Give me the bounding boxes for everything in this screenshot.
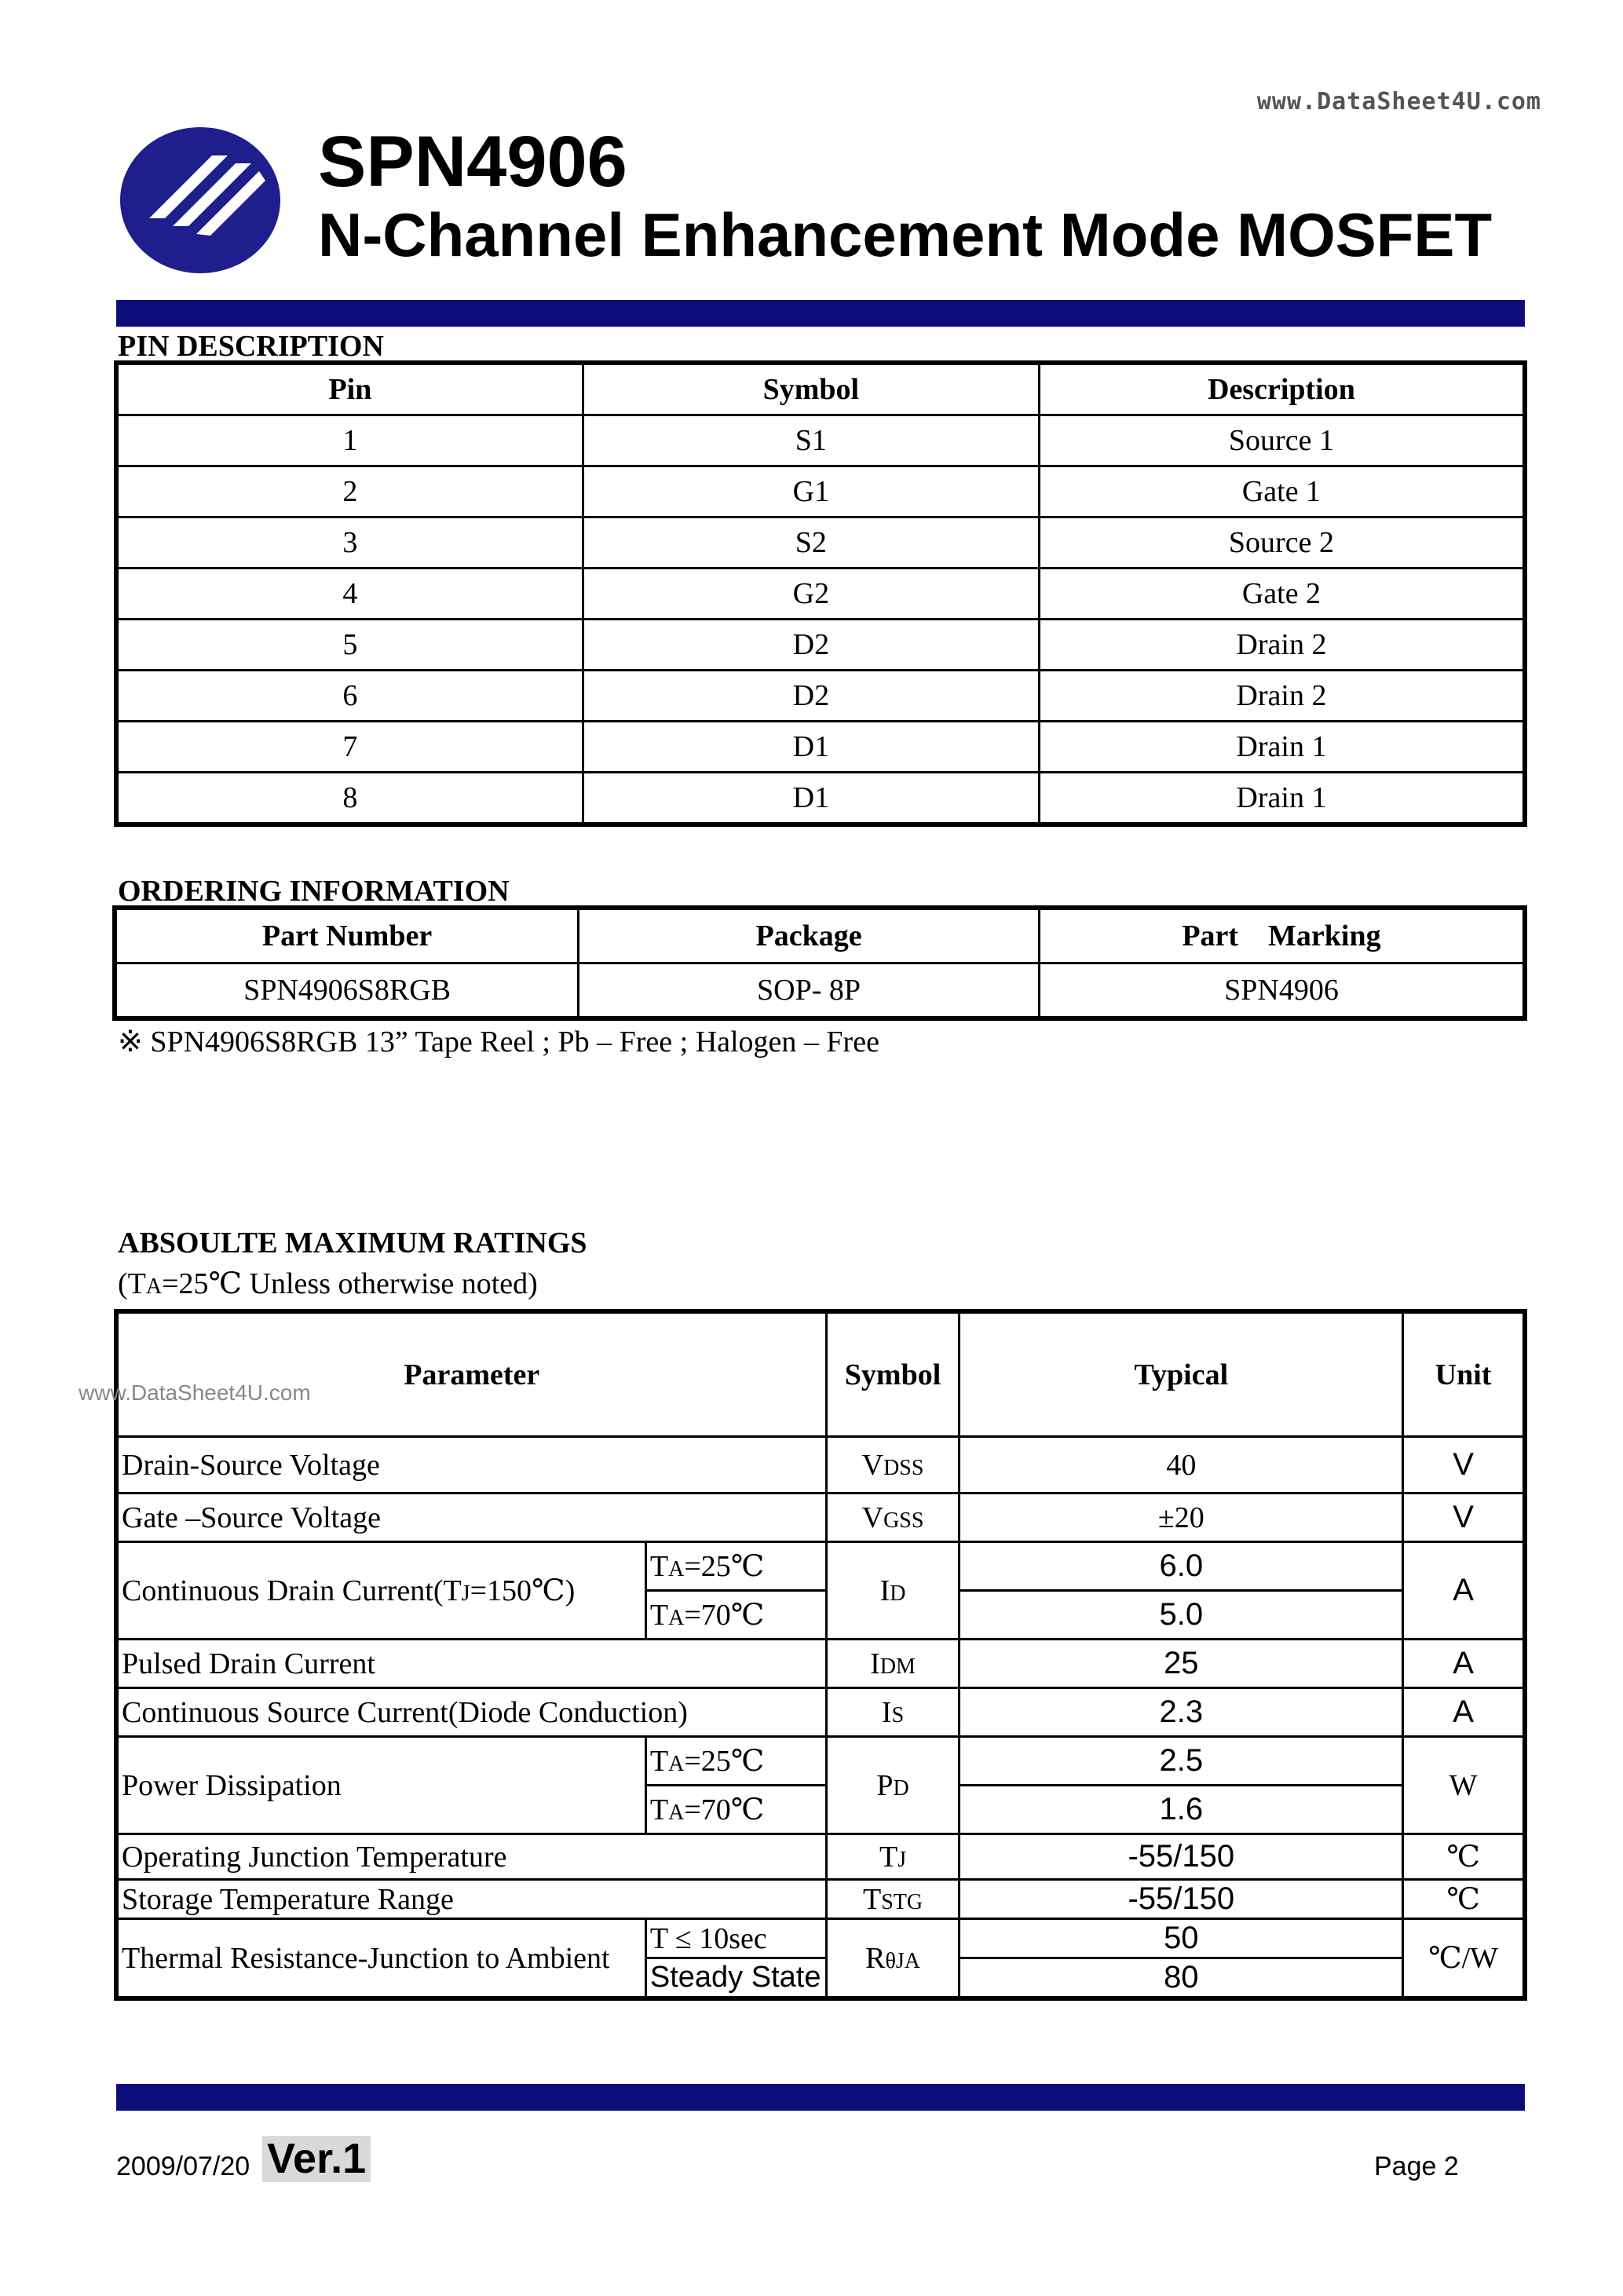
cond-sub: A [668, 1557, 685, 1581]
column-header: Part Marking [1039, 909, 1523, 963]
unit-cell: ℃ [1403, 1880, 1524, 1919]
watermark: www.DataSheet4U.com [79, 1380, 311, 1405]
symbol-cell [826, 1737, 960, 1834]
value-cell: 2.3 [960, 1688, 1403, 1737]
pin-description-table [116, 363, 1525, 824]
symbol-text: I [870, 1647, 880, 1680]
condition-cell: Steady State [645, 1958, 826, 1998]
param-text: Continuous Drain Current(T [122, 1574, 462, 1607]
column-header: Parameter [118, 1313, 827, 1437]
unit-cell: W [1403, 1737, 1524, 1834]
cond-sub: A [668, 1752, 685, 1776]
symbol-sub: D [890, 1581, 906, 1606]
value-cell: 40 [960, 1437, 1403, 1493]
value-cell: 80 [960, 1958, 1403, 1998]
table-row [118, 415, 1524, 466]
param-cell: Power Dissipation [118, 1737, 646, 1834]
table-cell: 6 [118, 671, 583, 722]
table-row [118, 1919, 1524, 1958]
header-divider [116, 300, 1525, 327]
column-header: Typical [960, 1313, 1403, 1437]
value-cell: 5.0 [960, 1591, 1403, 1640]
cond-text: =70℃ [684, 1793, 765, 1826]
part-title: SPN4906 [318, 122, 627, 202]
column-header: Pin [118, 364, 583, 415]
unit-cell: V [1403, 1493, 1524, 1542]
table-row [118, 1437, 1524, 1493]
symbol-cell [826, 1493, 960, 1542]
table-cell: 5 [118, 620, 583, 671]
table-row [118, 517, 1524, 569]
symbol-text: I [881, 1695, 892, 1729]
param-cell: Storage Temperature Range [118, 1880, 827, 1919]
table-cell: 2 [118, 466, 583, 517]
param-cell: Drain-Source Voltage [118, 1437, 827, 1493]
symbol-sub: S [891, 1702, 905, 1727]
param-cell [118, 1542, 646, 1640]
table-row [118, 1688, 1524, 1737]
value-cell: ±20 [960, 1493, 1403, 1542]
symbol-cell [826, 1688, 960, 1737]
table-cell: Drain 2 [1039, 620, 1523, 671]
table-cell: Drain 1 [1039, 722, 1523, 773]
ordering-title: ORDERING INFORMATION [118, 875, 510, 908]
cond-text: T [649, 1745, 669, 1778]
table-row [118, 1493, 1524, 1542]
table-row [118, 466, 1524, 517]
param-cell: Thermal Resistance-Junction to Ambient [118, 1919, 646, 1998]
symbol-cell [826, 1542, 960, 1640]
table-header-row [118, 1313, 1524, 1437]
unit-cell: A [1403, 1688, 1524, 1737]
value-cell: -55/150 [960, 1880, 1403, 1919]
table-cell: 4 [118, 569, 583, 620]
table-row [118, 773, 1524, 824]
pin-description-title: PIN DESCRIPTION [118, 330, 384, 363]
table-header-row [118, 364, 1524, 415]
page-number: Page 2 [1374, 2152, 1459, 2181]
unit-cell: A [1403, 1542, 1524, 1640]
condition-cell [645, 1786, 826, 1834]
table-row [118, 569, 1524, 620]
column-header: Unit [1403, 1313, 1524, 1437]
table-row [118, 620, 1524, 671]
cond-text: T [649, 1599, 669, 1632]
table-cell: Drain 1 [1039, 773, 1523, 824]
table-cell: SPN4906 [1039, 963, 1523, 1018]
symbol-text: R [865, 1941, 886, 1975]
symbol-cell [826, 1437, 960, 1493]
value-cell: -55/150 [960, 1834, 1403, 1880]
version-label: Ver.1 [262, 2136, 371, 2182]
cond-text: T [649, 1550, 669, 1583]
cond-text: =70℃ [684, 1599, 765, 1632]
cond-text: T [649, 1793, 669, 1826]
param-cell: Pulsed Drain Current [118, 1640, 827, 1688]
ratings-subtitle [118, 1269, 538, 1299]
symbol-cell [826, 1880, 960, 1919]
table-cell: D1 [583, 773, 1039, 824]
ratings-title: ABSOULTE MAXIMUM RATINGS [118, 1227, 587, 1260]
table-cell: D2 [583, 671, 1039, 722]
unit-cell: A [1403, 1640, 1524, 1688]
symbol-text: V [861, 1448, 884, 1482]
value-cell: 2.5 [960, 1737, 1403, 1786]
ratings-table [116, 1311, 1525, 1998]
ordering-note: ※ SPN4906S8RGB 13” Tape Reel ; Pb – Free ; Halogen – Free [118, 1026, 879, 1058]
subtitle-text: =25℃ Unless otherwise noted) [162, 1267, 538, 1300]
table-cell: SPN4906S8RGB [116, 963, 579, 1018]
symbol-sub: DSS [883, 1455, 924, 1480]
unit-cell: ℃/W [1403, 1919, 1524, 1998]
table-row [118, 1834, 1524, 1880]
symbol-text: I [879, 1574, 890, 1607]
column-header: Description [1039, 364, 1523, 415]
symbol-sub: GSS [883, 1508, 924, 1533]
condition-cell [645, 1737, 826, 1786]
value-cell: 25 [960, 1640, 1403, 1688]
subtitle-text: (T [118, 1267, 146, 1300]
watermark: www.DataSheet4U.com [1256, 88, 1541, 115]
cond-text: =25℃ [684, 1745, 765, 1778]
symbol-sub: J [897, 1847, 907, 1872]
subtitle-sub: A [145, 1274, 163, 1299]
param-cell: Operating Junction Temperature [118, 1834, 827, 1880]
value-cell: 6.0 [960, 1542, 1403, 1591]
table-cell: Source 2 [1039, 517, 1523, 569]
footer-divider [116, 2084, 1525, 2111]
table-cell: 3 [118, 517, 583, 569]
cond-sub: A [668, 1801, 685, 1825]
table-cell: Drain 2 [1039, 671, 1523, 722]
symbol-cell [826, 1834, 960, 1880]
part-subtitle: N-Channel Enhancement Mode MOSFET [318, 200, 1493, 269]
symbol-cell [826, 1640, 960, 1688]
table-cell: D2 [583, 620, 1039, 671]
table-row [118, 671, 1524, 722]
param-cell: Gate –Source Voltage [118, 1493, 827, 1542]
table-row [118, 722, 1524, 773]
footer-date: 2009/07/20 [116, 2152, 250, 2181]
cond-sub: A [668, 1606, 685, 1630]
condition-cell: T ≤ 10sec [645, 1919, 826, 1958]
table-cell: 1 [118, 415, 583, 466]
column-header: Package [579, 909, 1040, 963]
param-text: =150℃) [470, 1574, 576, 1607]
symbol-cell [826, 1919, 960, 1998]
value-cell: 50 [960, 1919, 1403, 1958]
table-row [118, 1640, 1524, 1688]
cond-text: =25℃ [684, 1550, 765, 1583]
table-cell: G1 [583, 466, 1039, 517]
param-cell: Continuous Source Current(Diode Conduction) [118, 1688, 827, 1737]
symbol-sub: θJA [885, 1948, 920, 1973]
table-cell: Source 1 [1039, 415, 1523, 466]
symbol-sub: D [893, 1775, 909, 1801]
table-cell: Gate 1 [1039, 466, 1523, 517]
condition-cell [645, 1542, 826, 1591]
table-cell: SOP- 8P [579, 963, 1040, 1018]
symbol-text: P [876, 1768, 894, 1802]
company-logo [118, 126, 283, 275]
condition-cell [645, 1591, 826, 1640]
table-cell: D1 [583, 722, 1039, 773]
value-cell: 1.6 [960, 1786, 1403, 1834]
table-row [118, 1880, 1524, 1919]
symbol-text: T [862, 1882, 882, 1916]
table-header-row [116, 909, 1524, 963]
table-cell: Gate 2 [1039, 569, 1523, 620]
table-cell: 8 [118, 773, 583, 824]
param-sub: J [461, 1581, 470, 1606]
column-header: Symbol [583, 364, 1039, 415]
symbol-sub: DM [879, 1654, 916, 1679]
table-cell: 7 [118, 722, 583, 773]
table-cell: S1 [583, 415, 1039, 466]
symbol-sub: STG [881, 1889, 923, 1914]
table-row [118, 1737, 1524, 1786]
column-header: Part Number [116, 909, 579, 963]
table-cell: S2 [583, 517, 1039, 569]
unit-cell: V [1403, 1437, 1524, 1493]
unit-cell: ℃ [1403, 1834, 1524, 1880]
table-row [118, 1542, 1524, 1591]
column-header: Symbol [826, 1313, 960, 1437]
table-row [116, 963, 1524, 1018]
symbol-text: T [879, 1840, 898, 1874]
symbol-text: V [861, 1501, 884, 1534]
ordering-table [115, 908, 1525, 1018]
table-cell: G2 [583, 569, 1039, 620]
